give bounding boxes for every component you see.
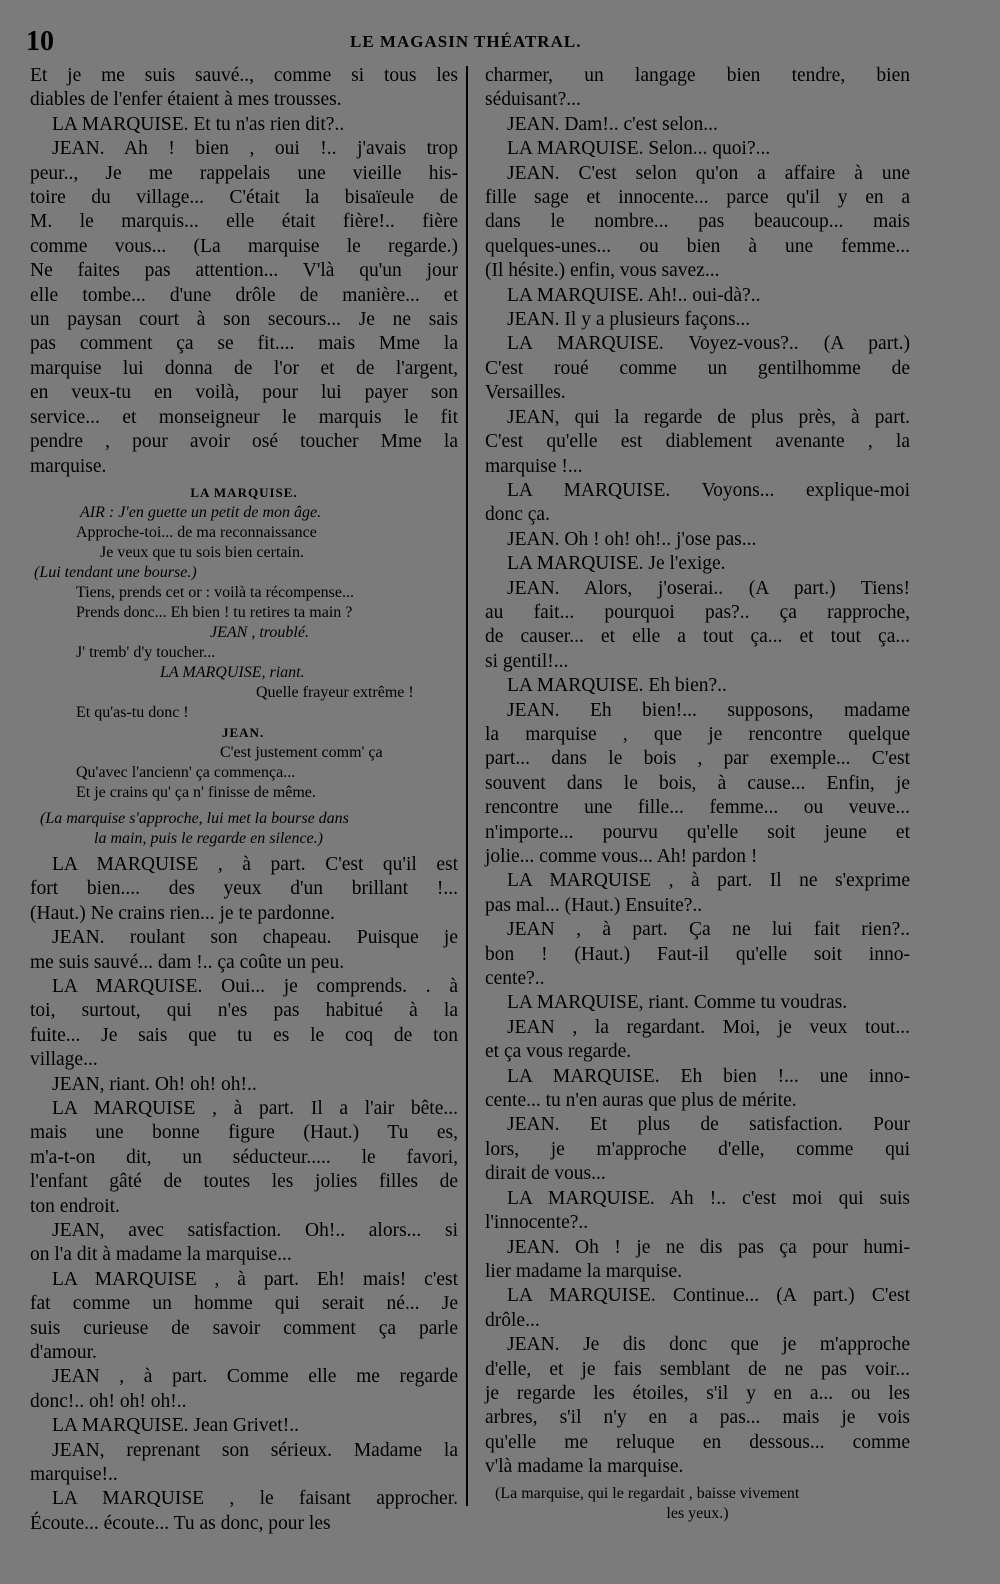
text-line: pas comment ça se fit.... mais Mme la [30,333,458,355]
text-line: je regarde les étoiles, s'il y en a... ou les [485,1382,910,1404]
song-verse: Qu'avec l'ancienn' ça commença... [76,763,296,781]
text-line: cente?.. [485,968,545,990]
text-line: Ne faites pas attention... V'là qu'un jour [30,260,458,282]
text-line: drôle... [485,1309,540,1331]
text-line: marquise!.. [30,1464,118,1486]
text-line: peur.., Je me rappelais une vieille his- [30,162,458,184]
song-speaker: LA MARQUISE. [190,484,298,500]
text-line: LA MARQUISE. Oui... je comprends. . à [52,975,458,997]
text-line: me suis sauvé... dam !.. ça coûte un peu. [30,951,345,973]
song-verse: Tiens, prends cet or : voilà ta récompense... [76,583,355,601]
song-speaker: JEAN. [222,724,265,740]
text-line: séduisant?... [485,89,581,111]
text-line: cente... tu n'en auras que plus de mérite. [485,1090,797,1112]
text-line: on l'a dit à madame la marquise... [30,1244,292,1266]
text-line: JEAN. Oh ! je ne dis pas ça pour humi- [507,1236,910,1258]
text-line: un paysan court à son secours... Je ne sais [30,309,458,331]
text-line: C'est qu'elle est diablement avenante , la [485,431,910,453]
text-line: C'est roué comme un gentilhomme de [485,357,910,379]
text-line: donc ça. [485,504,550,526]
text-line: dans le nombre... pas beaucoup... mais [485,211,910,233]
song-verse: Et je crains qu' ça n' finisse de même. [76,783,316,801]
text-line: et ça vous regarde. [485,1041,632,1063]
song-verse: Prends donc... Eh bien ! tu retires ta main ? [76,603,353,621]
text-line: LA MARQUISE , à part. Eh! mais! c'est [52,1268,458,1290]
text-line: LA MARQUISE , à part. Il ne s'exprime [507,870,910,892]
text-line: toi, surtout, qui n'es pas habitué à la [30,1000,458,1022]
text-line: fat comme un homme qui serait né... Je [30,1293,458,1315]
text-line: LA MARQUISE. Jean Grivet!.. [52,1415,299,1437]
stage-direction: la main, puis le regarde en silence.) [94,829,323,847]
text-line: M. le marquis... elle était fière!.. fière [30,211,458,233]
text-line: dirait de vous... [485,1163,606,1185]
text-line: de causer... et elle a tout ça... et tout ça... [485,626,910,648]
text-line: JEAN , à part. Comme elle me regarde [52,1366,458,1388]
text-line: part... dans le bois , par exemple... C'est [485,748,910,770]
text-line: LA MARQUISE. Et tu n'as rien dit?.. [52,113,345,135]
text-line: d'elle, et je fais semblant de ne pas voir... [485,1358,910,1380]
text-line: au fait... pourquoi pas?.. ça rapproche, [485,601,910,623]
text-line: JEAN. Alors, j'oserai.. (A part.) Tiens! [507,577,910,599]
text-line: donc!.. oh! oh! oh!.. [30,1390,187,1412]
text-line: fort bien.... des yeux d'un brillant !... [30,878,458,900]
text-line: jolie... comme vous... Ah! pardon ! [485,846,758,867]
text-line: souvent dans le bois, à cause... Enfin, je [485,772,910,794]
text-line: toire du village... C'était la bisaïeule de [30,187,458,209]
running-title: LE MAGASIN THÉATRAL. [350,32,582,51]
text-line: LA MARQUISE. Je l'exige. [507,553,726,575]
text-line: marquise !... [485,455,583,477]
text-line: LA MARQUISE. Ah !.. c'est moi qui suis [507,1187,910,1209]
text-line: n'importe... pourvu qu'elle soit jeune et [485,821,910,843]
stage-direction: (La marquise s'approche, lui met la bourse dans [40,809,349,827]
text-line: JEAN. Je dis donc que je m'approche [507,1334,910,1356]
text-line: fille sage et innocente... parce qu'il y en a [485,187,910,209]
song-verse: Et qu'as-tu donc ! [76,703,189,721]
text-line: l'innocente?.. [485,1212,589,1234]
text-line: JEAN. Eh bien!... supposons, madame [507,699,910,721]
text-line: Écoute... écoute... Tu as donc, pour les [30,1512,331,1534]
column-divider [466,66,468,1506]
text-line: Versailles. [485,382,566,404]
song-air: AIR : J'en guette un petit de mon âge. [80,503,322,521]
song-block [30,483,458,849]
text-line: quelques-unes... ou bien à une femme... [485,235,910,257]
stage-direction: (Lui tendant une bourse.) [34,563,197,581]
text-line: LA MARQUISE, riant. Comme tu voudras. [507,992,848,1014]
song-verse: Quelle frayeur extrême ! [256,683,414,701]
song-verse: C'est justement comm' ça [220,743,383,761]
song-verse: J' tremb' d'y toucher... [76,643,216,661]
text-line: LA MARQUISE. Selon... quoi?... [507,138,771,160]
text-line: bon ! (Haut.) Faut-il qu'elle soit inno- [485,943,910,965]
text-line: si gentil!... [485,650,569,672]
text-line: LA MARQUISE. Eh bien !... une inno- [507,1065,910,1087]
text-line: v'là madame la marquise. [485,1456,684,1478]
text-line: JEAN , la regardant. Moi, je veux tout... [507,1016,910,1038]
text-line: JEAN, avec satisfaction. Oh!.. alors... si [52,1220,458,1241]
text-line: suis curieuse de savoir comment ça parle [30,1317,458,1339]
text-line: rencontre une fille... femme... ou veuve... [485,797,910,819]
text-line: marquise. [30,455,107,477]
song-verse: Approche-toi... de ma reconnaissance [76,523,317,541]
text-line: service... et monseigneur le marquis le fit [30,406,458,428]
closing-stage-direction: les yeux.) [666,1504,729,1522]
text-line: pendre , pour avoir osé toucher Mme la [30,431,458,453]
text-line: JEAN , à part. Ça ne lui fait rien?.. [507,919,910,941]
text-line: lors, je m'approche d'elle, comme qui [485,1138,910,1160]
right-text-block [485,64,910,1480]
text-line: LA MARQUISE. Voyons... explique-moi [507,479,910,501]
closing-stage-direction: (La marquise, qui le regardait , baisse vivement [495,1484,800,1502]
text-line: JEAN. Dam!.. c'est selon... [507,113,718,135]
text-line: LA MARQUISE , le faisant approcher. [52,1488,458,1510]
left-text-block-1 [30,64,458,479]
text-line: JEAN. roulant son chapeau. Puisque je [52,927,458,949]
text-line: charmer, un langage bien tendre, bien [485,65,910,86]
text-line: lier madame la marquise. [485,1260,683,1282]
text-line: Et je me suis sauvé.., comme si tous les [30,65,458,86]
text-line: LA MARQUISE , à part. C'est qu'il est [52,853,458,875]
page-number: 10 [26,26,54,57]
text-line: JEAN. Ah ! bien , oui !.. j'avais trop [52,138,458,160]
song-speaker: LA MARQUISE, riant. [160,663,305,681]
text-line: (Haut.) Ne crains rien... je te pardonne. [30,902,335,924]
text-line: d'amour. [30,1342,97,1364]
text-line: pas mal... (Haut.) Ensuite?.. [485,894,703,916]
text-line: m'a-t-on dit, un séducteur..... le favori, [30,1146,458,1168]
song-verse: Je veux que tu sois bien certain. [100,543,304,561]
text-line: JEAN, riant. Oh! oh! oh!.. [52,1073,257,1095]
text-line: LA MARQUISE. Ah!.. oui-dà?.. [507,284,761,306]
text-line: qu'elle me reluque en dessous... comme [485,1431,910,1453]
text-line: la marquise , que je rencontre quelque [485,723,910,745]
text-line: LA MARQUISE , à part. Il a l'air bête... [52,1097,458,1119]
text-line: en veux-tu en voilà, pour lui payer son [30,382,458,404]
text-line: LA MARQUISE. Continue... (A part.) C'est [507,1285,910,1307]
text-line: JEAN. Et plus de satisfaction. Pour [507,1114,910,1136]
text-line: marquise lui donna de l'or et de l'argent, [30,357,458,379]
text-line: JEAN, reprenant son sérieux. Madame la [52,1439,458,1461]
left-text-block-2 [30,853,458,1536]
text-line: comme vous... (La marquise le regarde.) [30,235,458,257]
text-line: LA MARQUISE. Eh bien?.. [507,675,727,697]
text-line: ton endroit. [30,1195,120,1217]
text-line: JEAN. Il y a plusieurs façons... [507,309,751,331]
right-column [485,64,910,1522]
text-line: elle tombe... d'une drôle de manière... et [30,284,458,306]
text-line: diables de l'enfer étaient à mes trousses. [30,89,342,111]
song-speaker: JEAN , troublé. [210,623,309,641]
text-line: JEAN. C'est selon qu'on a affaire à une [507,162,910,184]
text-line: arbres, s'il n'y en a pas... mais je vois [485,1407,910,1429]
text-line: JEAN, qui la regarde de plus près, à part. [507,406,910,428]
left-column [30,64,458,1534]
text-line: l'enfant gâté de toutes les jolies filles de [30,1171,458,1193]
text-line: mais une bonne figure (Haut.) Tu es, [30,1122,458,1144]
text-line: fuite... Je sais que tu es le coq de ton [30,1024,458,1046]
text-line: JEAN. Oh ! oh! oh!.. j'ose pas... [507,528,757,550]
text-line: village... [30,1049,98,1071]
text-line: (Il hésite.) enfin, vous savez... [485,260,720,282]
text-line: LA MARQUISE. Voyez-vous?.. (A part.) [507,333,910,355]
